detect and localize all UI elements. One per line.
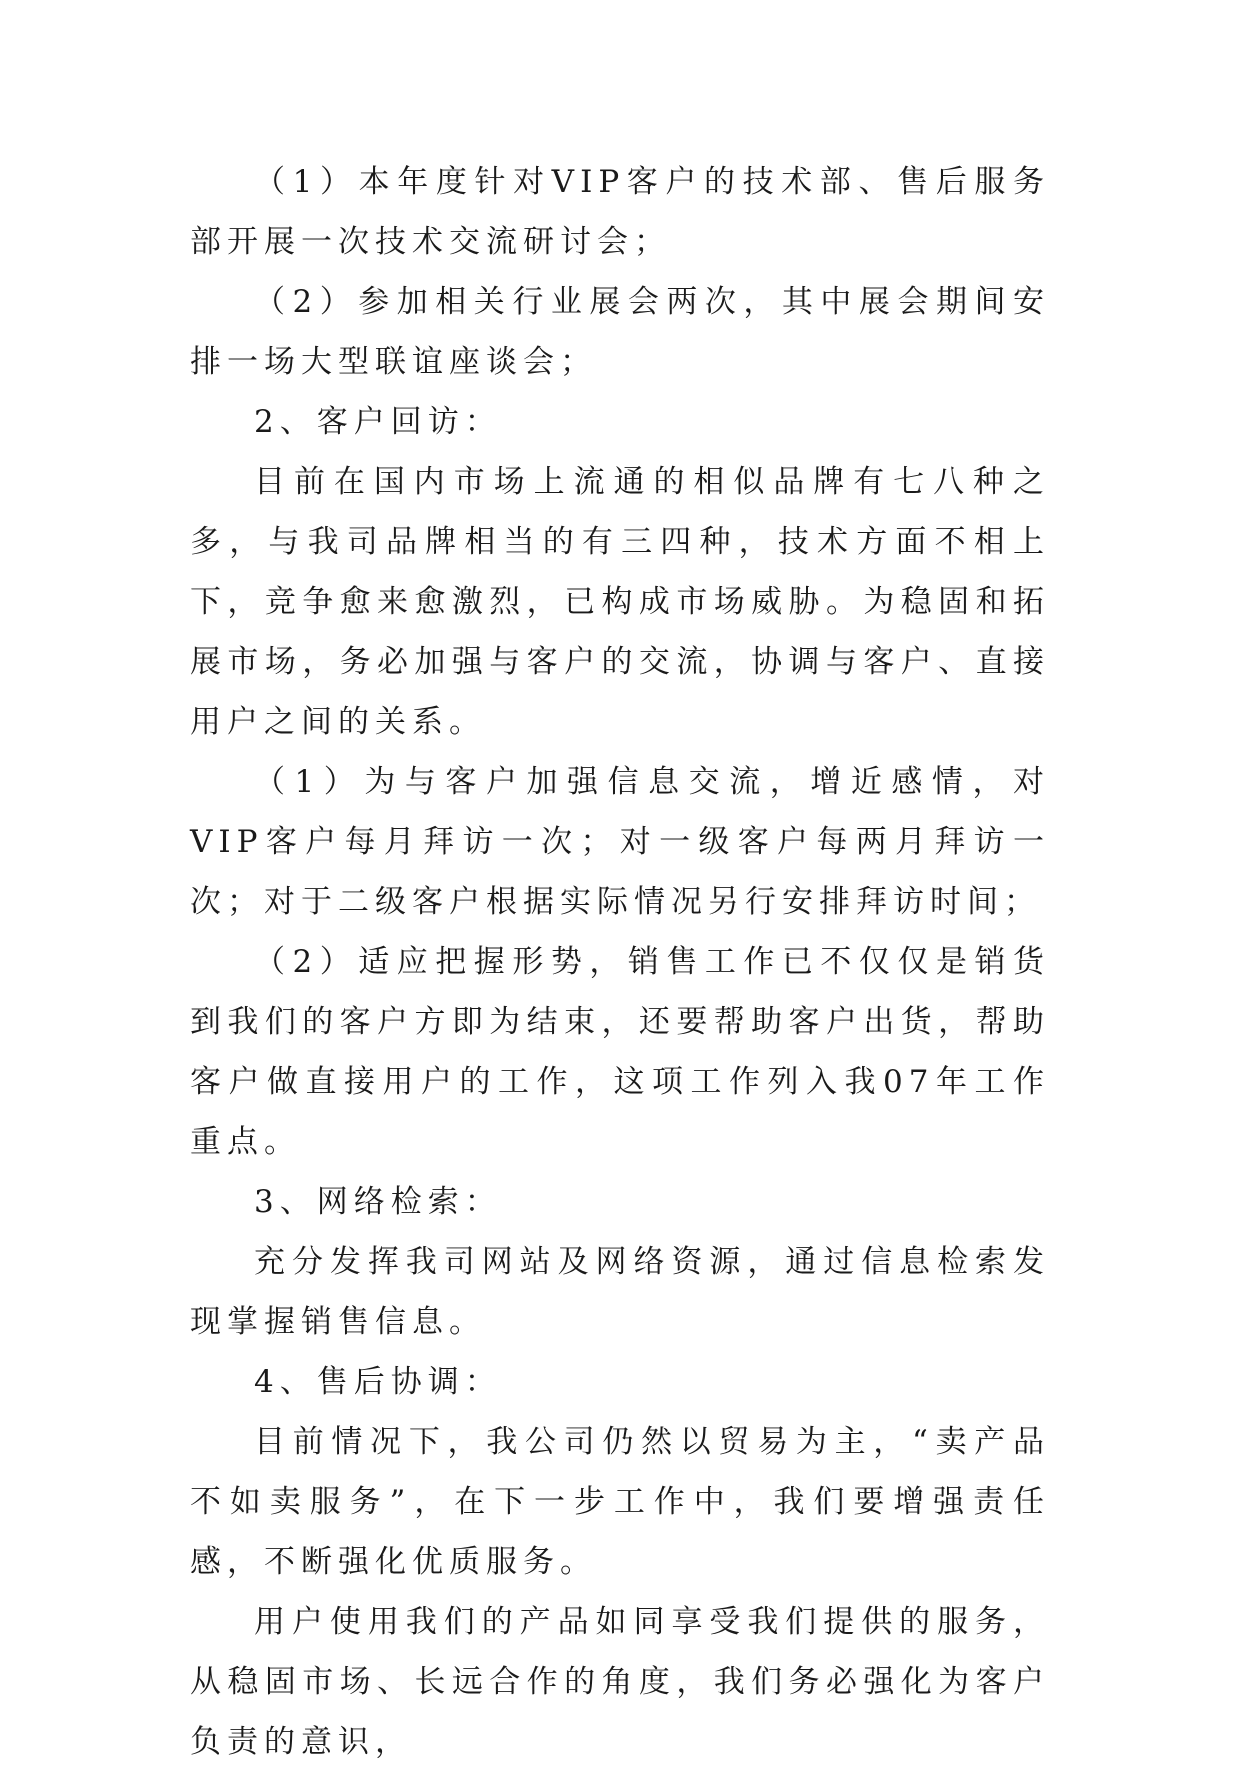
document-body <box>190 152 1050 1772</box>
section-heading-customer-visits: 2、客户回访： <box>254 404 502 440</box>
paragraph-service-focus: 目前情况下，我公司仍然以贸易为主，“卖产品不如卖服务”，在下一步工作中，我们要增强责任感，不断强化优质服务。 <box>190 1424 1050 1580</box>
section-heading-after-sales: 4、售后协调： <box>254 1364 502 1400</box>
paragraph-vip-seminar: （1）本年度针对VIP客户的技术部、售后服务部开展一次技术交流研讨会； <box>190 164 1050 260</box>
section-heading-network-search: 3、网络检索： <box>254 1184 502 1220</box>
paragraph-customer-responsibility: 用户使用我们的产品如同享受我们提供的服务，从稳固市场、长远合作的角度，我们务必强化为客户负责的意识， <box>190 1604 1050 1760</box>
paragraph-trade-shows: （2）参加相关行业展会两次，其中展会期间安排一场大型联谊座谈会； <box>190 284 1050 380</box>
paragraph-visit-schedule: （1）为与客户加强信息交流，增近感情，对VIP客户每月拜访一次；对一级客户每两月拜访一次；对于二级客户根据实际情况另行安排拜访时间； <box>190 764 1050 920</box>
paragraph-sales-work: （2）适应把握形势，销售工作已不仅仅是销货到我们的客户方即为结束，还要帮助客户出货，帮助客户做直接用户的工作，这项工作列入我07年工作重点。 <box>190 944 1050 1160</box>
paragraph-market-competition: 目前在国内市场上流通的相似品牌有七八种之多，与我司品牌相当的有三四种，技术方面不相上下，竞争愈来愈激烈，已构成市场威胁。为稳固和拓展市场，务必加强与客户的交流，协调与客户、直接用户之间的关系。 <box>190 464 1050 740</box>
paragraph-network-resources: 充分发挥我司网站及网络资源，通过信息检索发现掌握销售信息。 <box>190 1244 1050 1340</box>
